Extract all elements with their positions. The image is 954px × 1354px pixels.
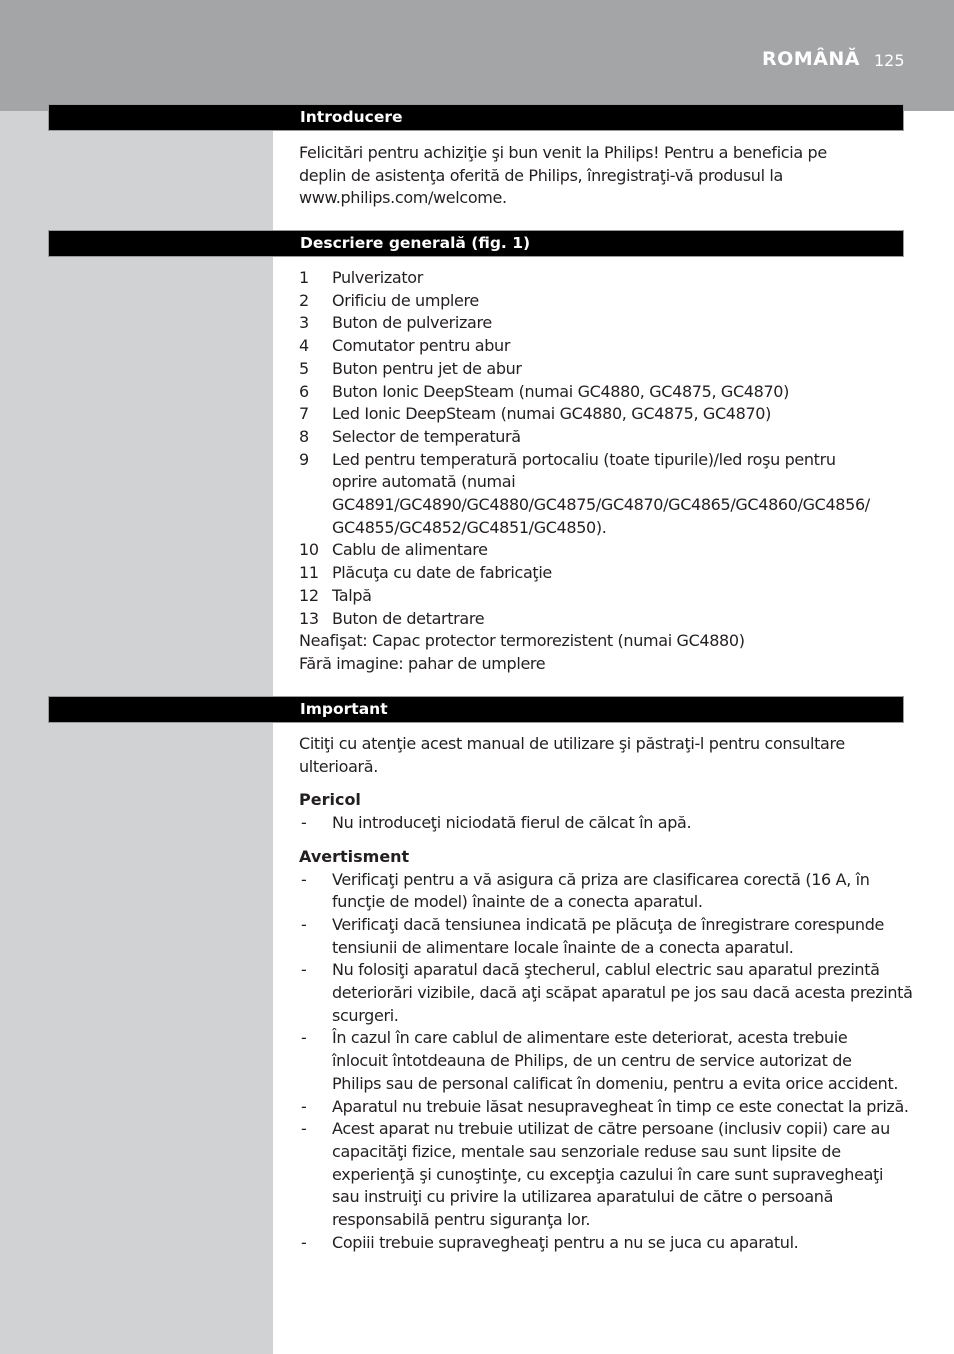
list-item xyxy=(299,585,904,608)
item-number: 3 xyxy=(299,313,309,333)
item-text: Acest aparat nu trebuie utilizat de către persoane (inclusiv copii) care au capacităţi fizice, mentale sau senzoriale reduse sau sunt lipsite de experienţă şi cunoştinţe, cu excepţia cazului în care sunt supravegheaţi sau instruiţi cu privire la utilizarea aparatului de către o persoană responsabilă pentru siguranţa lor. xyxy=(332,1119,890,1230)
list-item xyxy=(299,539,904,562)
list-item xyxy=(299,869,904,914)
section-title-overview: Descriere generală (fig. 1) xyxy=(300,234,531,252)
item-text: Copiii trebuie supravegheaţi pentru a nu se juca cu aparatul. xyxy=(332,1232,799,1252)
section-bar-intro xyxy=(48,104,904,131)
warning-list xyxy=(299,869,913,1255)
list-item xyxy=(299,426,904,449)
list-item xyxy=(299,290,904,313)
item-text: Buton de detartrare xyxy=(332,608,485,628)
bullet-dash: - xyxy=(301,914,307,934)
intro-section xyxy=(299,142,904,210)
item-text: Plăcuţa cu date de fabricaţie xyxy=(332,563,552,583)
item-text: Nu folosiţi aparatul dacă ştecherul, cablul electric sau aparatul prezintă deteriorări vizibile, dacă aţi scăpat aparatul pe jos sau dacă acesta prezintă scurgeri. xyxy=(332,960,913,1025)
item-number: 4 xyxy=(299,336,309,356)
bullet-dash: - xyxy=(301,1028,307,1048)
item-text: Pulverizator xyxy=(332,268,423,287)
item-number: 13 xyxy=(299,608,319,628)
page-number: 125 xyxy=(874,51,905,70)
section-title-important: Important xyxy=(300,700,388,718)
item-text: Verificaţi pentru a vă asigura că priza are clasificarea corectă (16 A, în funcţie de model) înainte de a conecta aparatul. xyxy=(332,869,870,912)
overview-section xyxy=(299,267,904,676)
list-item xyxy=(299,335,904,358)
list-item xyxy=(299,1118,904,1232)
list-item xyxy=(299,267,904,290)
item-text: Nu introduceţi niciodată fierul de călcat în apă. xyxy=(332,813,692,833)
danger-list xyxy=(299,812,904,835)
left-margin-column xyxy=(0,111,273,1354)
item-number: 12 xyxy=(299,585,319,605)
item-text: În cazul în care cablul de alimentare este deteriorat, acesta trebuie înlocuit întotdeauna de Philips, de un centru de service autorizat de Philips sau de personal calificat în domeniu, pentru a evita orice accident. xyxy=(332,1028,899,1093)
item-text: Buton Ionic DeepSteam (numai GC4880, GC4875, GC4870) xyxy=(332,381,789,401)
list-item xyxy=(299,1027,904,1095)
list-item xyxy=(299,914,904,959)
bullet-dash: - xyxy=(301,1232,307,1252)
item-text: Led Ionic DeepSteam (numai GC4880, GC4875, GC4870) xyxy=(332,404,772,424)
item-number: 11 xyxy=(299,563,319,583)
note-no-image: Fără imagine: pahar de umplere xyxy=(299,653,546,673)
item-text: Aparatul nu trebuie lăsat nesupravegheat în timp ce este conectat la priză. xyxy=(332,1096,909,1116)
bullet-dash: - xyxy=(301,960,307,980)
note-not-shown: Neafişat: Capac protector termorezistent (numai GC4880) xyxy=(299,631,745,651)
language-label: ROMÂNĂ xyxy=(762,48,860,70)
section-bar-important xyxy=(48,696,904,723)
list-item xyxy=(299,1096,916,1119)
list-item xyxy=(299,959,932,1027)
list-item xyxy=(299,358,904,381)
item-text: Verificaţi dacă tensiunea indicată pe plăcuţa de înregistrare corespunde tensiunii de alimentare locale înainte de a conecta aparatul. xyxy=(332,914,885,957)
bullet-dash: - xyxy=(301,1119,307,1139)
item-number: 2 xyxy=(299,290,309,310)
item-number: 8 xyxy=(299,426,309,446)
bullet-dash: - xyxy=(301,813,307,833)
list-item xyxy=(299,1232,904,1255)
warning-heading: Avertisment xyxy=(299,846,410,866)
item-number: 1 xyxy=(299,268,309,287)
list-item xyxy=(299,449,872,540)
important-section xyxy=(299,733,913,1254)
danger-heading: Pericol xyxy=(299,790,361,810)
item-number: 6 xyxy=(299,381,309,401)
item-text: Orificiu de umplere xyxy=(332,290,479,310)
item-text: Comutator pentru abur xyxy=(332,336,511,356)
list-item xyxy=(299,812,904,835)
list-item xyxy=(299,562,904,585)
section-bar-overview xyxy=(48,230,904,257)
list-item xyxy=(299,403,904,426)
item-number: 9 xyxy=(299,449,309,469)
intro-text: Felicitări pentru achiziţie şi bun venit la Philips! Pentru a beneficia pe deplin de asistenţa oferită de Philips, înregistraţi-vă produsul la www.philips.com/welcome. xyxy=(299,143,827,208)
list-item xyxy=(299,608,904,631)
item-text: Buton de pulverizare xyxy=(332,313,492,333)
item-text: Cablu de alimentare xyxy=(332,540,488,560)
item-text: Selector de temperatură xyxy=(332,426,521,446)
list-item xyxy=(299,312,904,335)
bullet-dash: - xyxy=(301,1096,307,1116)
item-text: Buton pentru jet de abur xyxy=(332,358,522,378)
item-number: 10 xyxy=(299,540,319,560)
item-number: 7 xyxy=(299,404,309,424)
section-title-intro: Introducere xyxy=(300,108,403,126)
parts-list xyxy=(299,267,904,630)
bullet-dash: - xyxy=(301,869,307,889)
item-text: Talpă xyxy=(332,585,372,605)
list-item xyxy=(299,381,904,404)
item-text: Led pentru temperatură portocaliu (toate tipurile)/led roşu pentru oprire automată (numai GC4891/GC4890/GC4880/GC4875/GC4870/GC4865/GC4860/GC4856/GC4855/GC4852/GC4851/GC4850). xyxy=(332,449,870,537)
important-intro: Citiţi cu atenţie acest manual de utilizare şi păstraţi-l pentru consultare ulterioară. xyxy=(299,734,845,776)
item-number: 5 xyxy=(299,358,309,378)
